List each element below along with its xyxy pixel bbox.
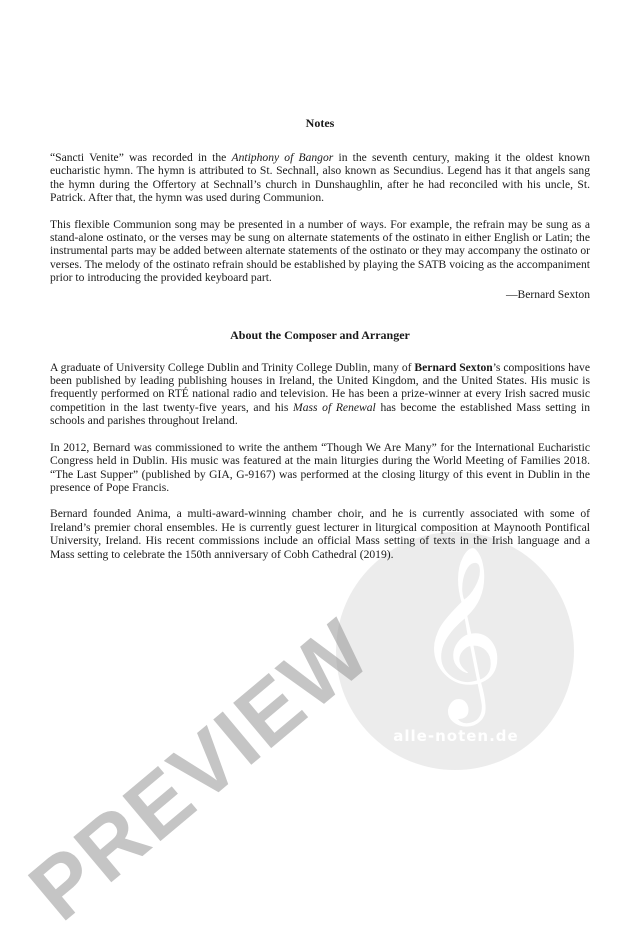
italic-title: Antiphony of Bangor — [231, 151, 334, 164]
text: has become the established Mass setting in schools and parishes throughout Ireland. — [50, 400, 591, 428]
notes-paragraph-2: This flexible Communion song may be presented in a number of ways. For example, the refrain may be sung as a stand-alone ostinato, or the verses may be sung on alternate statements of the ostinato in either English or Latin; the instrumental parts may be added between alternate statements of the ostinato or they may accompany the ostinato or verses. The melody of the ostinato refrain should be established by playing the SATB voicing as the accompaniment prior to introducing the provided keyboard part. — [50, 217, 590, 285]
signature: —Bernard Sexton — [505, 287, 590, 301]
italic-title: Mass of Renewal — [293, 400, 376, 414]
treble-clef-icon: 𝄞 — [416, 545, 505, 719]
bold-name: Bernard Sexton — [414, 360, 493, 374]
about-paragraph-1 — [50, 361, 590, 428]
about-paragraph-2: In 2012, Bernard was commissioned to write the anthem “Though We Are Many” for the International Eucharistic Congress held in Dublin. His music was featured at the main liturgies during the World Meeting of Families 2018. “The Last Supper” (published by GIA, G-9167) was performed at the closing liturgy of this event in Dublin in the presence of Pope Francis. — [50, 440, 590, 494]
about-heading: About the Composer and Arranger — [230, 327, 410, 342]
about-paragraph-3: Bernard founded Anima, a multi-award-winning chamber choir, and he is currently associated with some of Ireland’s premier choral ensembles. He is currently guest lecturer in liturgical composition at Maynooth Pontifical University, Ireland. His recent commissions include an official Mass setting of texts in the Irish language and a Mass setting to celebrate the 150th anniversary of Cobh Cathedral (2019). — [50, 507, 590, 561]
text: “Sancti Venite” was recorded in the — [50, 151, 232, 164]
notes-paragraph-1 — [50, 151, 590, 205]
watermark-site: alle-noten.de — [393, 727, 519, 745]
preview-watermark: PREVIEW — [11, 601, 389, 939]
text: in the seventh century, making it the oldest known eucharistic hymn. The hymn is attributed to St. Sechnall, also known as Secundius. Legend has it that angels sang the hymn during the Offertory at Sechnall’s church in Dunshaughlin, after he had reconciled with his uncle, St. Patrick. After that, the hymn was used during Communion. — [50, 151, 590, 205]
notes-heading: Notes — [305, 116, 335, 130]
text: A graduate of University College Dublin and Trinity College Dublin, many of — [50, 360, 415, 374]
text: ’s compositions have been published by leading publishing houses in Ireland, the United Kingdom, and the United States. His music is frequently performed on RTÉ national radio and television. He has been a prize-winner at every Irish sacred music competition in the last twenty-five years, and his — [50, 360, 590, 414]
alle-noten-watermark-logo — [336, 532, 574, 770]
document-page — [50, 0, 590, 561]
